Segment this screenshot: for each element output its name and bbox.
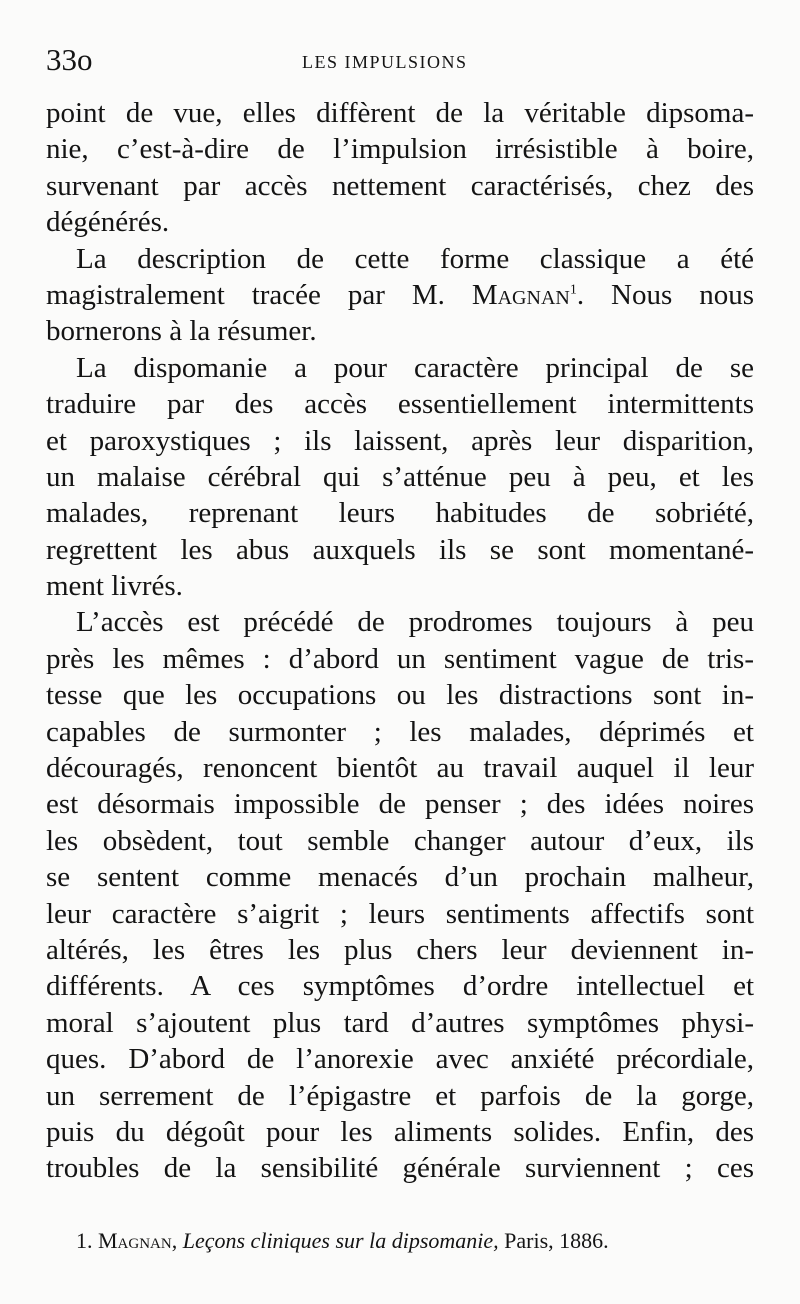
text-line: La description de cette forme classique a été bbox=[76, 242, 754, 275]
text-line: un malaise cérébral qui s’atténue peu à peu, et les bbox=[46, 460, 754, 493]
text-line: nie, c’est-à-dire de l’impulsion irrésistible à boire, bbox=[46, 133, 754, 166]
footnote-title: Leçons cliniques sur la dipsomanie, bbox=[182, 1228, 499, 1253]
paragraph-4 bbox=[46, 604, 754, 1186]
text-line: les obsèdent, tout semble changer autour d’eux, ils bbox=[46, 824, 754, 857]
page-number: 33o bbox=[46, 42, 93, 77]
text-line: bornerons à la résumer. bbox=[46, 315, 317, 348]
text-line: ment livrés. bbox=[46, 570, 183, 603]
body-text bbox=[46, 95, 754, 1187]
text-line: L’accès est précédé de prodromes toujours à peu bbox=[76, 606, 754, 639]
text-line: regrettent les abus auxquels ils se sont momentané- bbox=[46, 533, 754, 566]
text-line: capables de surmonter ; les malades, déprimés et bbox=[46, 715, 754, 748]
footnote bbox=[76, 1228, 609, 1254]
text-line: un serrement de l’épigastre et parfois de la gorge, bbox=[46, 1079, 754, 1112]
footnote-reference[interactable]: 1 bbox=[569, 282, 577, 298]
text-line: différents. A ces symptômes d’ordre intellectuel et bbox=[46, 970, 754, 1003]
footnote-separator: , bbox=[171, 1228, 183, 1253]
text-fragment: . Nous nous bbox=[576, 278, 754, 311]
text-line: survenant par accès nettement caractérisés, chez des bbox=[46, 169, 754, 202]
text-line: puis du dégoût pour les aliments solides. Enfin, des bbox=[46, 1115, 754, 1148]
text-line: troubles de la sensibilité générale surviennent ; ces bbox=[46, 1152, 754, 1185]
text-line: altérés, les êtres les plus chers leur deviennent in- bbox=[46, 933, 754, 966]
footnote-number: 1. bbox=[76, 1228, 93, 1253]
paragraph-1 bbox=[46, 95, 754, 241]
text-line: découragés, renoncent bientôt au travail auquel il leur bbox=[46, 752, 754, 785]
text-line: tesse que les occupations ou les distractions sont in- bbox=[46, 679, 754, 712]
text-line: point de vue, elles diffèrent de la véritable dipsoma- bbox=[46, 97, 754, 129]
text-line-with-citation bbox=[46, 277, 754, 313]
text-line: dégénérés. bbox=[46, 206, 170, 239]
text-line: ques. D’abord de l’anorexie avec anxiété précordiale, bbox=[46, 1043, 754, 1076]
footnote-place-year: Paris, 1886. bbox=[504, 1228, 609, 1253]
footnote-author: Magnan bbox=[98, 1228, 172, 1253]
text-line: malades, reprenant leurs habitudes de sobriété, bbox=[46, 497, 754, 530]
text-line: se sentent comme menacés d’un prochain malheur, bbox=[46, 861, 754, 894]
text-line: est désormais impossible de penser ; des idées noires bbox=[46, 788, 754, 821]
author-name: Magnan bbox=[471, 278, 570, 311]
text-line: moral s’ajoutent plus tard d’autres symptômes physi- bbox=[46, 1006, 754, 1039]
text-fragment: magistralement tracée par M. bbox=[46, 278, 472, 311]
text-line: La dispomanie a pour caractère principal de se bbox=[76, 351, 754, 384]
text-line: et paroxystiques ; ils laissent, après leur disparition, bbox=[46, 424, 754, 457]
paragraph-2 bbox=[46, 241, 754, 350]
text-line: près les mêmes : d’abord un sentiment vague de tris- bbox=[46, 642, 754, 675]
text-line: traduire par des accès essentiellement intermittents bbox=[46, 388, 754, 421]
running-head bbox=[46, 40, 756, 80]
text-line: leur caractère s’aigrit ; leurs sentiments affectifs sont bbox=[46, 897, 754, 930]
paragraph-3 bbox=[46, 350, 754, 605]
running-title: LES IMPULSIONS bbox=[302, 52, 468, 72]
